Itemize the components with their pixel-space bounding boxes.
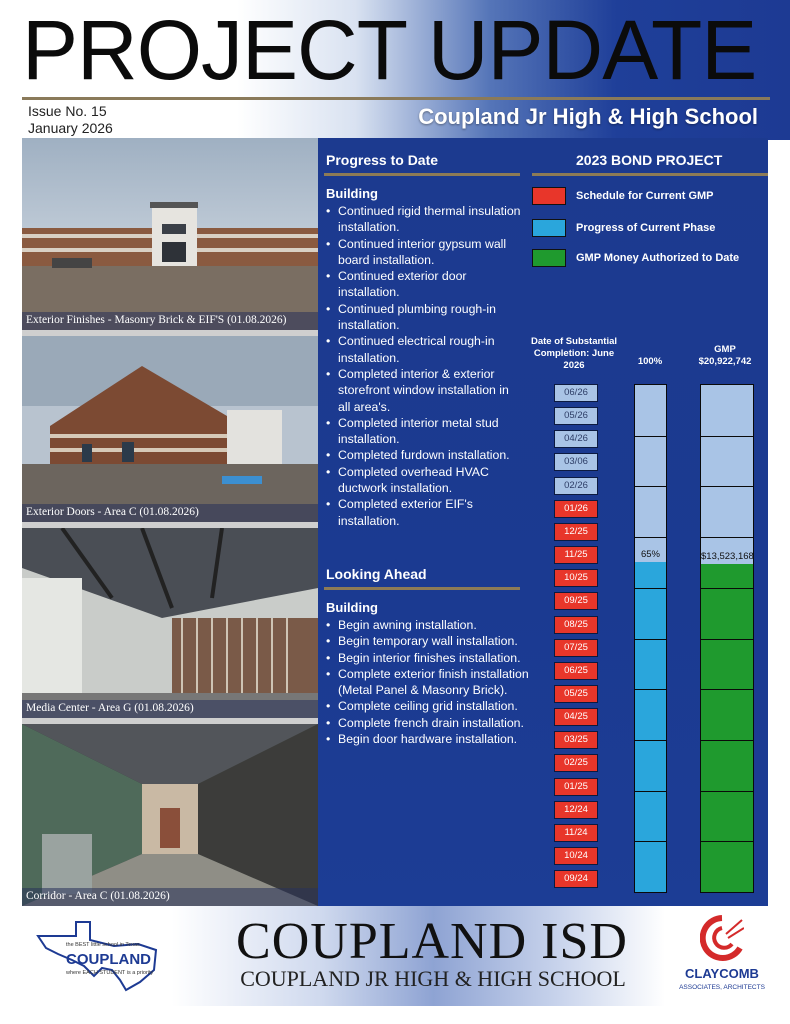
progress-list <box>326 203 522 529</box>
ahead-item: • Complete ceiling grid installation. <box>326 698 536 714</box>
progress-marker-label: 65% <box>640 549 660 561</box>
bar-division <box>635 841 666 842</box>
progress-item: • Continued exterior door installation. <box>326 268 522 301</box>
photo-caption: Media Center - Area G (01.08.2026) <box>22 700 318 718</box>
bar-division <box>635 740 666 741</box>
progress-item: • Continued plumbing rough-in installation. <box>326 301 522 334</box>
bar-division <box>701 537 753 538</box>
bar-division <box>701 740 753 741</box>
bar-division <box>701 639 753 640</box>
footer <box>22 906 770 1006</box>
photo-column <box>22 138 318 906</box>
date-box: 09/24 <box>554 870 598 888</box>
gmp-column-value: $20,922,742 <box>698 356 752 367</box>
architect-name: CLAYCOMB <box>685 966 759 981</box>
progress-item: • Continued interior gypsum wall board installation. <box>326 236 522 269</box>
footer-school-name: COUPLAND JR HIGH & HIGH SCHOOL <box>240 966 626 991</box>
date-box: 10/25 <box>554 569 598 587</box>
bar-fill <box>701 564 753 892</box>
issue-number: Issue No. 15 <box>28 103 107 119</box>
gmp-column-label: GMP <box>714 344 736 355</box>
bar-division <box>701 588 753 589</box>
title-divider <box>22 97 770 100</box>
legend-swatch-gmp <box>532 249 566 267</box>
date-box: 01/26 <box>554 500 598 518</box>
photo-caption: Exterior Finishes - Masonry Brick & EIF'S (01.08.2026) <box>22 312 318 330</box>
progress-rule <box>324 173 520 176</box>
legend-label-progress: Progress of Current Phase <box>576 222 716 234</box>
bar-fill <box>635 562 666 892</box>
progress-item: • Completed interior & exterior storefront window installation in all area's. <box>326 366 522 415</box>
date-box: 03/06 <box>554 453 598 471</box>
ahead-item: • Begin door hardware installation. <box>326 731 536 747</box>
ahead-item: • Complete exterior finish installation (Metal Panel & Masonry Brick). <box>326 666 536 699</box>
date-box: 10/24 <box>554 847 598 865</box>
bond-rule <box>532 173 768 176</box>
date-box: 06/26 <box>554 384 598 402</box>
bar-division <box>635 639 666 640</box>
date-box: 12/24 <box>554 801 598 819</box>
logo-name: COUPLAND <box>66 951 151 968</box>
date-box: 04/26 <box>554 430 598 448</box>
bar-division <box>701 841 753 842</box>
progress-subheading: Building <box>326 186 378 201</box>
ahead-rule <box>324 587 520 590</box>
bar-division <box>701 486 753 487</box>
architect-subtitle: ASSOCIATES, ARCHITECTS <box>679 984 765 991</box>
progress-item: • Completed exterior EIF's installation. <box>326 496 522 529</box>
progress-bar <box>634 384 667 893</box>
coupland-logo <box>28 914 168 994</box>
logo-small-text: the BEST little school in Texas <box>66 942 140 948</box>
claycomb-logo-icon <box>700 914 744 964</box>
logo-tagline: where EACH STUDENT is a priority <box>66 970 154 976</box>
legend-label-schedule: Schedule for Current GMP <box>576 190 714 202</box>
date-box: 06/25 <box>554 662 598 680</box>
bar-division <box>701 436 753 437</box>
photo-corridor <box>22 724 318 906</box>
content-panel <box>318 138 768 906</box>
progress-item: • Completed overhead HVAC ductwork installation. <box>326 464 522 497</box>
legend-swatch-progress <box>532 219 566 237</box>
date-box: 09/25 <box>554 592 598 610</box>
progress-item: • Completed interior metal stud installation. <box>326 415 522 448</box>
completion-column-header: Date of Substantial Completion: June 2026 <box>530 336 618 371</box>
ahead-item: • Begin awning installation. <box>326 617 536 633</box>
legend-swatch-schedule <box>532 187 566 205</box>
photo-exterior-doors <box>22 336 318 522</box>
ahead-item: • Complete french drain installation. <box>326 715 536 731</box>
photo-caption: Corridor - Area C (01.08.2026) <box>22 888 318 906</box>
date-box: 12/25 <box>554 523 598 541</box>
bar-division <box>635 537 666 538</box>
ahead-item: • Begin temporary wall installation. <box>326 633 536 649</box>
date-box: 01/25 <box>554 778 598 796</box>
date-box: 07/25 <box>554 639 598 657</box>
progress-item: • Continued rigid thermal insulation installation. <box>326 203 522 236</box>
date-box: 11/24 <box>554 824 598 842</box>
gmp-bar <box>700 384 754 893</box>
bar-division <box>635 486 666 487</box>
district-name: COUPLAND ISD <box>236 913 628 970</box>
date-box: 08/25 <box>554 616 598 634</box>
bond-heading: 2023 BOND PROJECT <box>576 152 723 168</box>
ahead-heading: Looking Ahead <box>326 566 427 582</box>
progress-item: • Completed furdown installation. <box>326 447 522 463</box>
issue-date: January 2026 <box>28 120 113 136</box>
legend-label-gmp: GMP Money Authorized to Date <box>576 252 740 264</box>
progress-column-header: 100% <box>637 356 663 367</box>
date-box: 05/25 <box>554 685 598 703</box>
ahead-item: • Begin interior finishes installation. <box>326 650 536 666</box>
date-box: 02/25 <box>554 754 598 772</box>
progress-item: • Continued electrical rough-in installation. <box>326 333 522 366</box>
photo-exterior-finishes <box>22 138 318 330</box>
gmp-marker-label: $13,523,168 <box>701 551 754 563</box>
date-box: 03/25 <box>554 731 598 749</box>
photo-media-center <box>22 528 318 718</box>
bar-division <box>701 689 753 690</box>
date-box: 05/26 <box>554 407 598 425</box>
bar-division <box>635 588 666 589</box>
bar-division <box>635 689 666 690</box>
ahead-subheading: Building <box>326 600 378 615</box>
progress-heading: Progress to Date <box>326 152 439 168</box>
date-box: 04/25 <box>554 708 598 726</box>
date-box: 02/26 <box>554 477 598 495</box>
ahead-list <box>326 617 536 747</box>
bar-division <box>635 436 666 437</box>
photo-caption: Exterior Doors - Area C (01.08.2026) <box>22 504 318 522</box>
school-title: Coupland Jr High & High School <box>418 104 758 129</box>
bar-division <box>701 791 753 792</box>
date-box: 11/25 <box>554 546 598 564</box>
newsletter-title: PROJECT UPDATE <box>22 3 757 97</box>
bar-division <box>635 791 666 792</box>
